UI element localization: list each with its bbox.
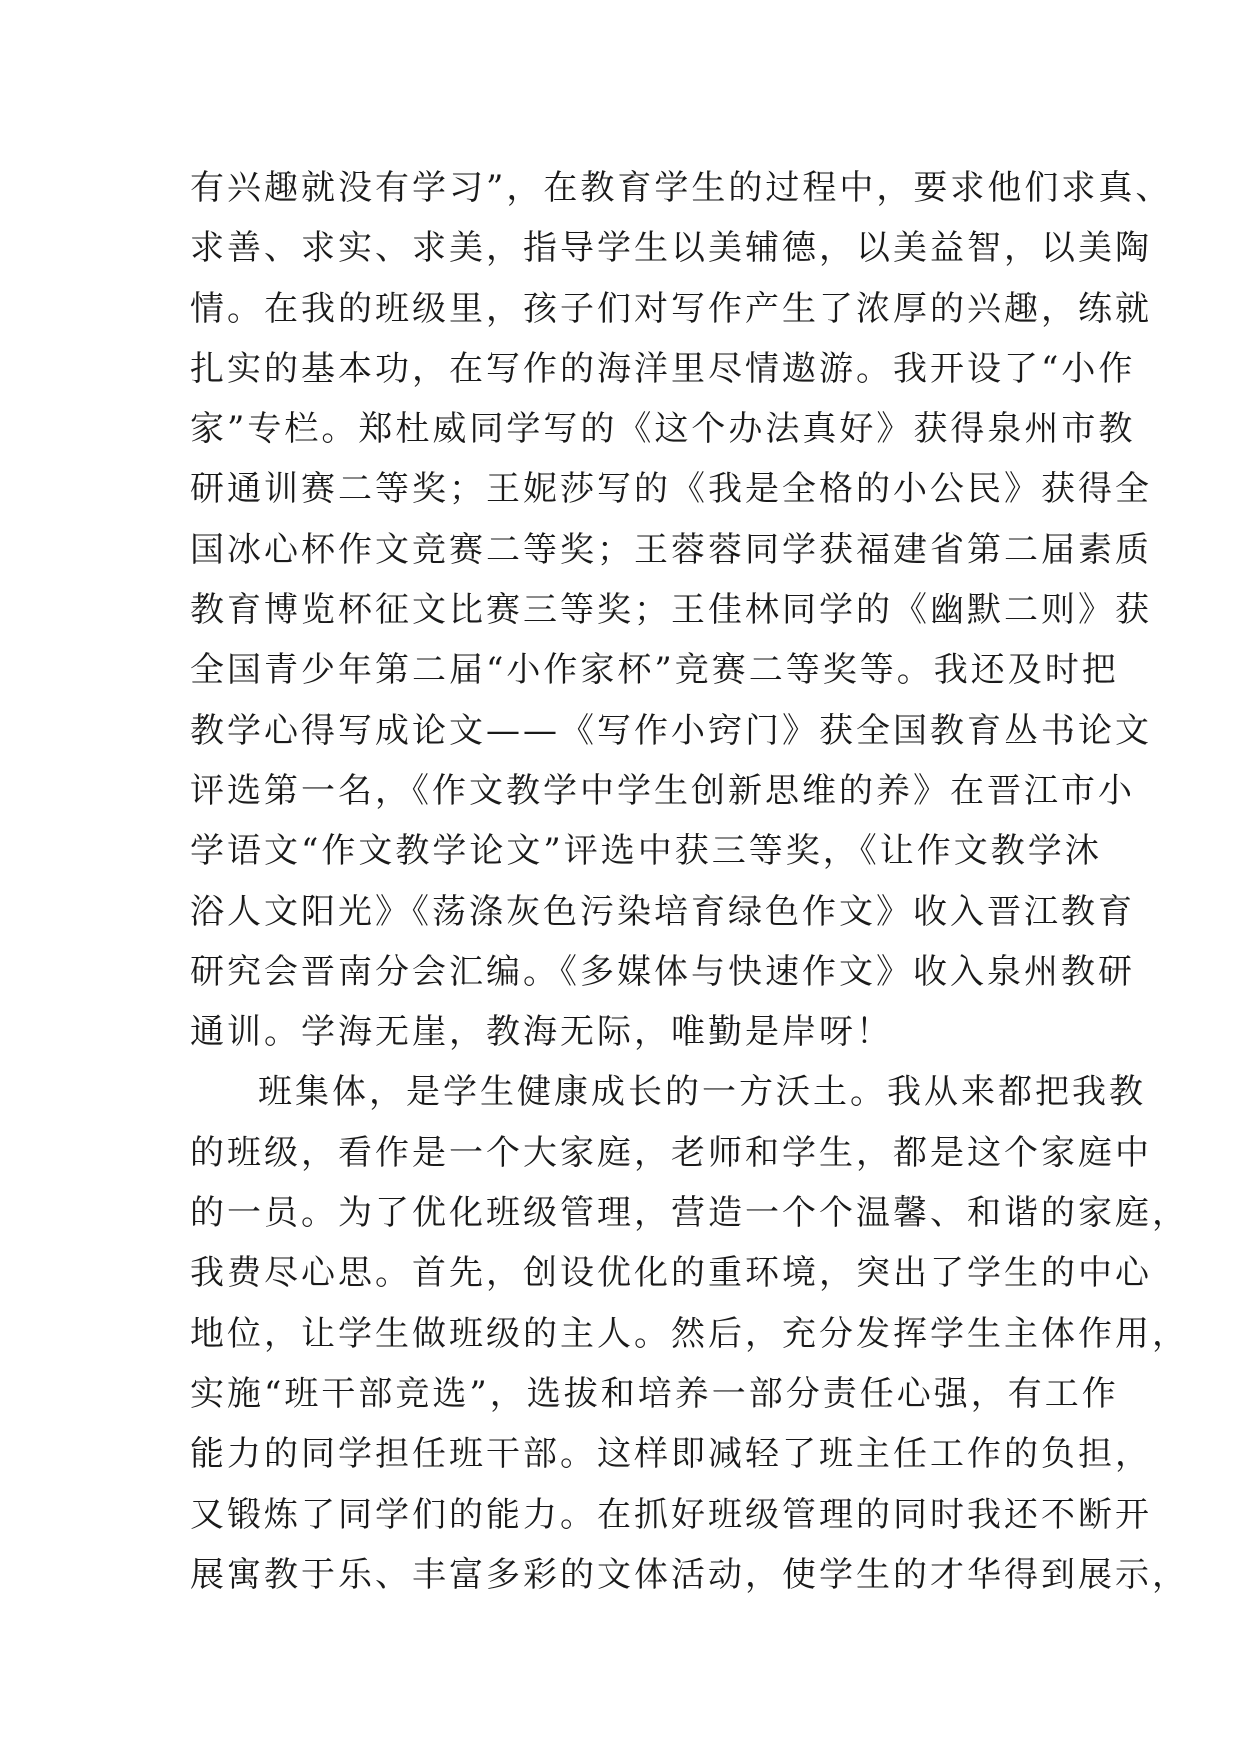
text-line: 国冰心杯作文竞赛二等奖；王蓉蓉同学获福建省第二届素质 bbox=[190, 529, 1152, 570]
text-line: 展寓教于乐、丰富多彩的文体活动，使学生的才华得到展示， bbox=[190, 1554, 1189, 1595]
text-line: 通训。学海无崖，教海无际，唯勤是岸呀！ bbox=[190, 1012, 893, 1053]
text-line: 我费尽心思。首先，创设优化的重环境，突出了学生的中心 bbox=[190, 1253, 1152, 1294]
text-line: 求善、求实、求美，指导学生以美辅德，以美益智，以美陶 bbox=[190, 228, 1152, 269]
text-line: 扎实的基本功，在写作的海洋里尽情遨游。我开设了“小作 bbox=[190, 348, 1136, 389]
body-text bbox=[190, 158, 1189, 1605]
text-line: 的一员。为了优化班级管理，营造一个个温馨、和谐的家庭， bbox=[190, 1193, 1189, 1234]
text-line: 班集体，是学生健康成长的一方沃土。我从来都把我教 bbox=[258, 1072, 1146, 1113]
text-line: 有兴趣就没有学习”，在教育学生的过程中，要求他们求真、 bbox=[190, 168, 1173, 208]
text-line: 情。在我的班级里，孩子们对写作产生了浓厚的兴趣，练就 bbox=[190, 288, 1152, 329]
text-line: 能力的同学担任班干部。这样即减轻了班主任工作的负担， bbox=[190, 1434, 1152, 1475]
text-line: 学语文“作文教学论文”评选中获三等奖，《让作文教学沐 bbox=[190, 831, 1102, 872]
text-line: 全国青少年第二届“小作家杯”竞赛二等奖等。我还及时把 bbox=[190, 650, 1119, 691]
paragraph-2 bbox=[190, 1062, 1189, 1605]
text-line: 家”专栏。郑杜威同学写的《这个办法真好》获得泉州市教 bbox=[190, 409, 1136, 450]
text-line: 教学心得写成论文——《写作小窍门》获全国教育丛书论文 bbox=[190, 710, 1152, 751]
text-line: 又锻炼了同学们的能力。在抓好班级管理的同时我还不断开 bbox=[190, 1494, 1152, 1535]
text-line: 的班级，看作是一个大家庭，老师和学生，都是这个家庭中 bbox=[190, 1132, 1152, 1173]
text-line: 浴人文阳光》《荡涤灰色污染培育绿色作文》收入晋江教育 bbox=[190, 891, 1135, 932]
text-line: 地位，让学生做班级的主人。然后，充分发挥学生主体作用， bbox=[190, 1313, 1189, 1354]
text-line: 研通训赛二等奖；王妮莎写的《我是全格的小公民》获得全 bbox=[190, 469, 1152, 510]
paragraph-1 bbox=[190, 158, 1173, 1062]
text-line: 研究会晋南分会汇编。《多媒体与快速作文》收入泉州教研 bbox=[190, 951, 1135, 992]
text-line: 教育博览杯征文比赛三等奖；王佳林同学的《幽默二则》获 bbox=[190, 590, 1152, 631]
text-line: 实施“班干部竞选”，选拔和培养一部分责任心强，有工作 bbox=[190, 1373, 1119, 1414]
text-line: 评选第一名，《作文教学中学生创新思维的养》在晋江市小 bbox=[190, 770, 1135, 811]
